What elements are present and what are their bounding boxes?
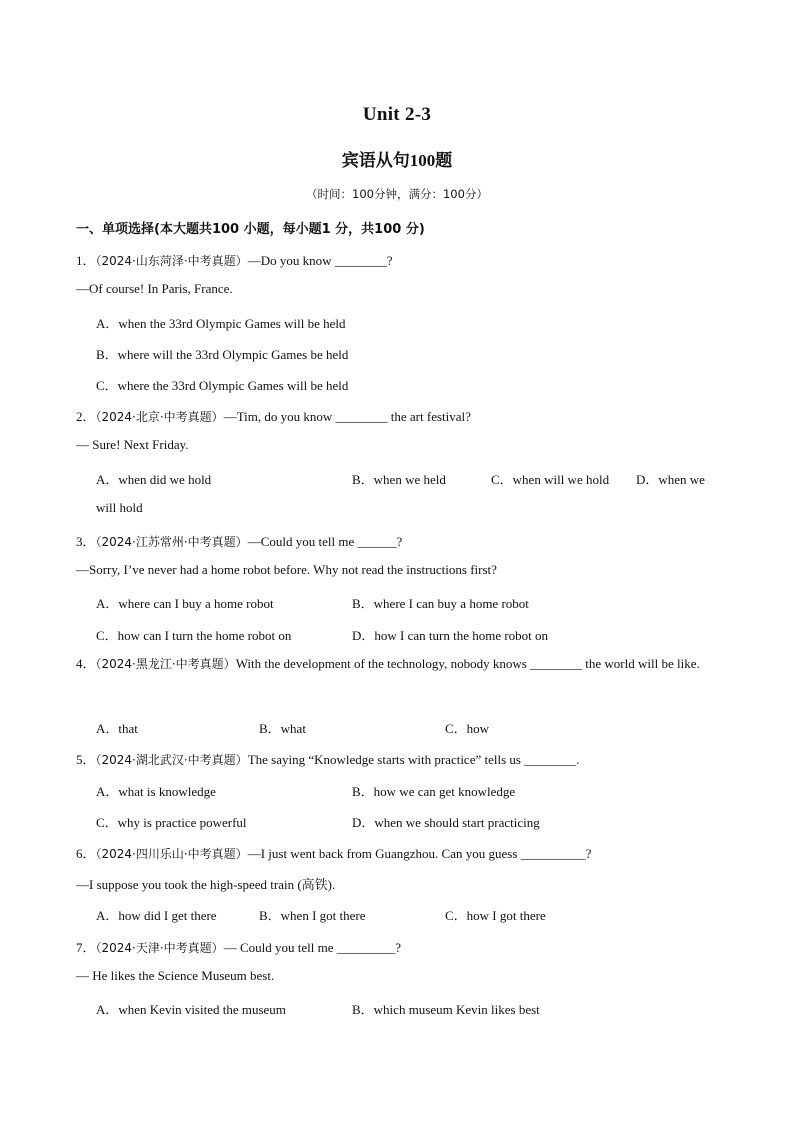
question-source: （2024·湖北武汉·中考真题） <box>95 753 248 767</box>
unit-title: Unit 2-3 <box>362 104 432 125</box>
question-3-option-c: C．how can I turn the home robot on <box>96 628 292 643</box>
question-6-reply: —I suppose you took the high-speed train (高铁). <box>76 877 336 892</box>
question-stem: —I just went back from Guangzhou. Can you guess __________? <box>247 846 592 861</box>
question-6-option-a: A．how did I get there <box>96 908 217 923</box>
question-stem: The saying “Knowledge starts with practice” tells us ________. <box>247 752 580 767</box>
question-2 <box>76 406 726 425</box>
question-2-option-a: A．when did we hold <box>96 472 212 487</box>
question-stem: — Could you tell me _________? <box>223 940 401 955</box>
question-3 <box>76 531 726 550</box>
section-heading: 一、单项选择(本大题共100 小题，每小题1 分，共100 分) <box>76 222 425 237</box>
question-number: 3． <box>76 534 96 549</box>
question-1-option-a: A．when the 33rd Olympic Games will be held <box>96 316 346 331</box>
question-4 <box>76 648 721 680</box>
question-number: 4． <box>76 656 96 671</box>
question-1-option-c: C．where the 33rd Olympic Games will be held <box>96 378 349 393</box>
question-number: 6． <box>76 846 96 861</box>
question-number: 2． <box>76 409 96 424</box>
question-3-option-a: A．where can I buy a home robot <box>96 596 274 611</box>
exam-meta: （时间：100分钟，满分：100分） <box>306 187 488 201</box>
question-4-option-c: C．how <box>445 721 490 736</box>
question-3-option-b: B．where I can buy a home robot <box>352 596 529 611</box>
question-7 <box>76 937 726 956</box>
question-3-option-d: D．how I can turn the home robot on <box>352 628 549 643</box>
question-7-reply: — He likes the Science Museum best. <box>76 968 275 983</box>
question-6 <box>76 843 726 862</box>
question-source: （2024·天津·中考真题） <box>95 941 224 955</box>
question-stem: —Tim, do you know ________ the art festival? <box>223 409 471 424</box>
question-5-option-c: C．why is practice powerful <box>96 815 247 830</box>
question-source: （2024·黑龙江·中考真题） <box>95 657 236 671</box>
question-source: （2024·四川乐山·中考真题） <box>95 847 248 861</box>
question-source: （2024·北京·中考真题） <box>95 410 224 424</box>
question-number: 1． <box>76 253 96 268</box>
question-2-option-d: D．when we <box>636 472 705 487</box>
question-6-option-b: B．when I got there <box>259 908 366 923</box>
question-number: 5． <box>76 752 96 767</box>
question-1-reply: —Of course! In Paris, France. <box>76 281 233 296</box>
question-number: 7． <box>76 940 96 955</box>
question-stem: —Could you tell me ______? <box>247 534 403 549</box>
question-stem: With the development of the technology, nobody knows ________ the world will be like. <box>235 656 700 671</box>
question-4-option-a: A．that <box>96 721 138 736</box>
question-2-option-c: C．when will we hold <box>491 472 610 487</box>
question-2-option-b: B．when we held <box>352 472 446 487</box>
question-5-option-a: A．what is knowledge <box>96 784 216 799</box>
question-7-option-a: A．when Kevin visited the museum <box>96 1002 286 1017</box>
question-3-reply: —Sorry, I’ve never had a home robot before. Why not read the instructions first? <box>76 562 497 577</box>
question-6-option-c: C．how I got there <box>445 908 546 923</box>
question-2-option-d-continued: will hold <box>96 500 143 515</box>
document-title: 宾语从句100题 <box>341 151 453 170</box>
question-2-reply: — Sure! Next Friday. <box>76 437 189 452</box>
question-4-option-b: B．what <box>259 721 306 736</box>
question-1-option-b: B．where will the 33rd Olympic Games be held <box>96 347 349 362</box>
question-source: （2024·江苏常州·中考真题） <box>95 535 248 549</box>
question-1 <box>76 250 726 269</box>
question-7-option-b: B．which museum Kevin likes best <box>352 1002 540 1017</box>
question-5 <box>76 749 726 768</box>
question-source: （2024·山东菏泽·中考真题） <box>95 254 248 268</box>
question-stem: —Do you know ________? <box>247 253 393 268</box>
question-5-option-d: D．when we should start practicing <box>352 815 540 830</box>
question-5-option-b: B．how we can get knowledge <box>352 784 516 799</box>
